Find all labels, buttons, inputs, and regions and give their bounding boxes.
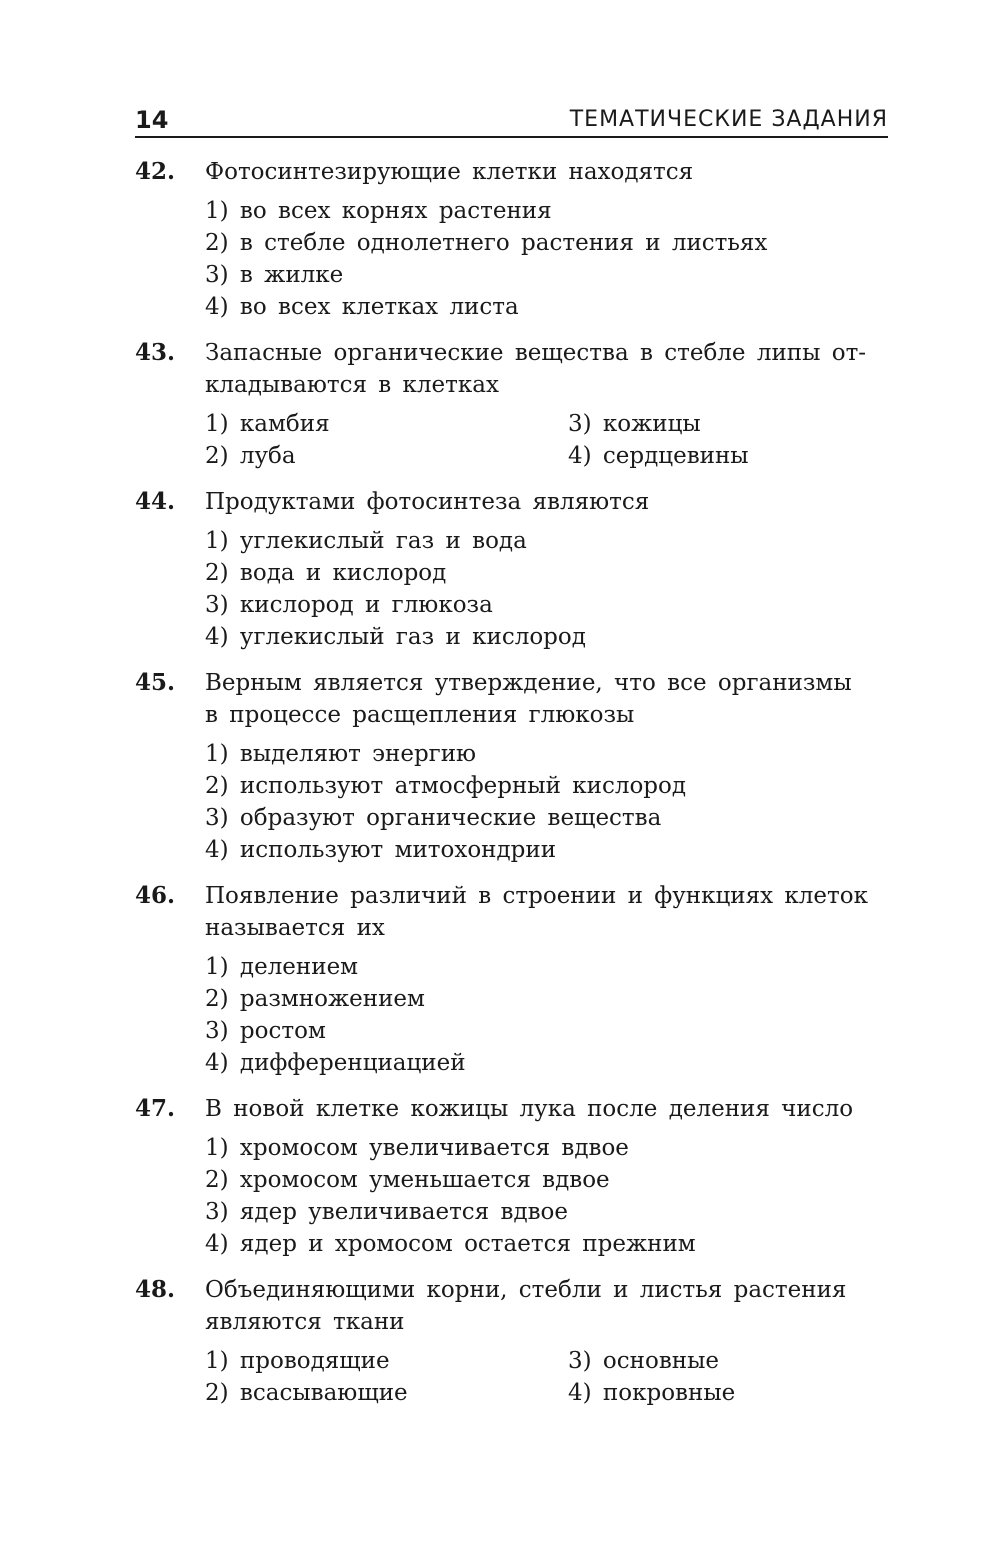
question-text [205, 337, 888, 401]
option-2: 2) размножением [205, 986, 425, 1012]
question-number: 44. [135, 488, 176, 515]
options-list [205, 525, 888, 653]
question-text-line: называется их [205, 915, 385, 941]
page-number: 14 [135, 106, 169, 134]
question-text-line: Верным является утверждение, что все организмы [205, 670, 852, 696]
question-text-line: в процессе расщепления глюкозы [205, 702, 635, 728]
option-3: 3) ростом [205, 1018, 326, 1044]
question-text: В новой клетке кожицы лука после деления число [205, 1096, 854, 1122]
question-47 [135, 1093, 888, 1260]
question-text [205, 667, 888, 731]
question-text-line: являются ткани [205, 1309, 405, 1335]
question-number: 47. [135, 1095, 176, 1122]
option-2: 2) в стебле однолетнего растения и листьях [205, 230, 768, 256]
questions-list [135, 156, 888, 1409]
option-4: 4) покровные [568, 1380, 736, 1406]
page-header [135, 100, 888, 138]
options-list [205, 738, 888, 866]
question-number: 46. [135, 882, 176, 909]
option-4: 4) сердцевины [568, 443, 749, 469]
option-1: 1) хромосом увеличивается вдвое [205, 1135, 629, 1161]
option-4: 4) углекислый газ и кислород [205, 624, 586, 650]
option-4: 4) ядер и хромосом остается прежним [205, 1231, 696, 1257]
option-4: 4) во всех клетках листа [205, 294, 519, 320]
question-43 [135, 337, 888, 472]
question-42 [135, 156, 888, 323]
question-number: 42. [135, 158, 176, 185]
option-1: 1) делением [205, 954, 359, 980]
question-46 [135, 880, 888, 1079]
question-text-line: Запасные органические вещества в стебле липы от- [205, 340, 867, 366]
option-1: 1) камбия [205, 411, 330, 437]
question-text-line: Объединяющими корни, стебли и листья растения [205, 1277, 847, 1303]
question-text [205, 1274, 888, 1338]
option-2: 2) хромосом уменьшается вдвое [205, 1167, 610, 1193]
option-2: 2) вода и кислород [205, 560, 447, 586]
option-2: 2) луба [205, 443, 296, 469]
question-48 [135, 1274, 888, 1409]
options-list [205, 951, 888, 1079]
option-1: 1) углекислый газ и вода [205, 528, 527, 554]
question-number: 43. [135, 339, 176, 366]
options-list [205, 1132, 888, 1260]
question-text: Продуктами фотосинтеза являются [205, 489, 650, 515]
options-list [205, 1345, 888, 1409]
option-1: 1) проводящие [205, 1348, 390, 1374]
question-45 [135, 667, 888, 866]
option-4: 4) дифференциацией [205, 1050, 466, 1076]
question-text: Фотосинтезирующие клетки находятся [205, 159, 694, 185]
option-1: 1) выделяют энергию [205, 741, 477, 767]
option-1: 1) во всех корнях растения [205, 198, 552, 224]
option-3: 3) в жилке [205, 262, 344, 288]
option-3: 3) основные [568, 1348, 720, 1374]
option-3: 3) кожицы [568, 411, 701, 437]
question-44 [135, 486, 888, 653]
option-3: 3) образуют органические вещества [205, 805, 662, 831]
options-list [205, 195, 888, 323]
question-text [205, 880, 888, 944]
option-3: 3) кислород и глюкоза [205, 592, 493, 618]
option-2: 2) используют атмосферный кислород [205, 773, 687, 799]
question-number: 48. [135, 1276, 176, 1303]
question-number: 45. [135, 669, 176, 696]
question-text-line: кладываются в клетках [205, 372, 499, 398]
page [135, 100, 888, 1423]
option-3: 3) ядер увеличивается вдвое [205, 1199, 569, 1225]
option-4: 4) используют митохондрии [205, 837, 557, 863]
options-list [205, 408, 888, 472]
section-title: ТЕМАТИЧЕСКИЕ ЗАДАНИЯ [569, 107, 888, 132]
option-2: 2) всасывающие [205, 1380, 408, 1406]
question-text-line: Появление различий в строении и функциях клеток [205, 883, 868, 909]
